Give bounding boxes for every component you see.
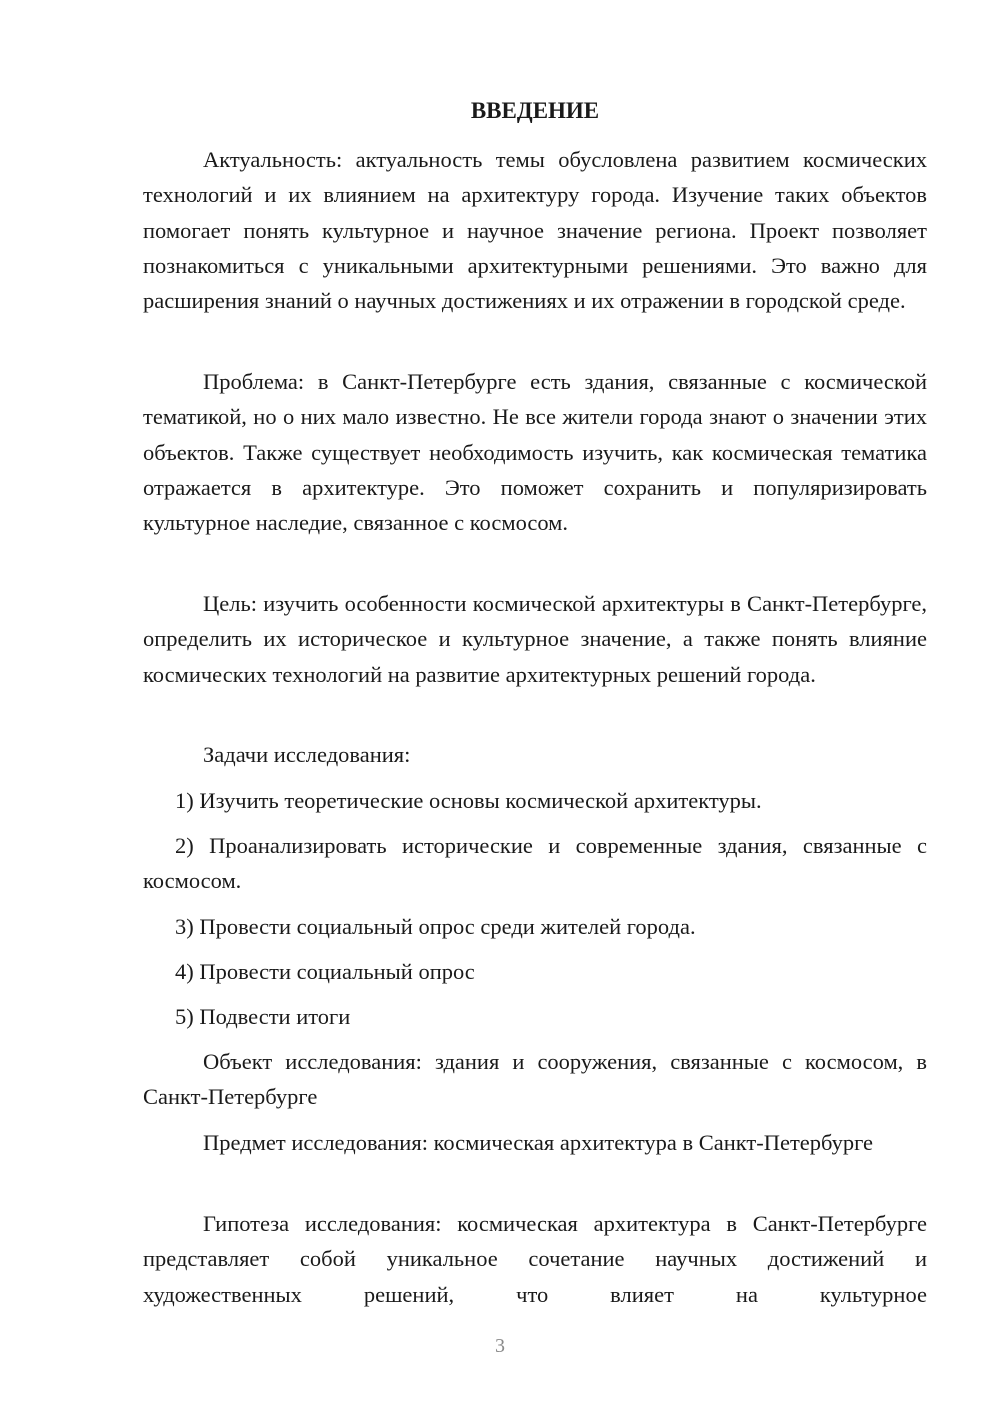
task-item-3: 3) Провести социальный опрос среди жителей города. [175,914,696,939]
paragraph-object: Объект исследования: здания и сооружения, связанные с космосом, в Санкт-Петербурге [143,1049,927,1110]
task-item-5: 5) Подвести итоги [175,1004,351,1029]
section-title: ВВЕДЕНИЕ [470,98,600,123]
task-item-1: 1) Изучить теоретические основы космической архитектуры. [175,788,762,813]
paragraph-subject: Предмет исследования: космическая архитектура в Санкт-Петербурге [203,1130,874,1155]
task-item-2: 2) Проанализировать исторические и современные здания, связанные с космосом. [143,833,927,894]
paragraph-goal: Цель: изучить особенности космической архитектуры в Санкт-Петербурге, определить их историческое и культурное значение, а также понять влияние космических технологий на развитие архитектурных решений города. [143,591,927,687]
paragraph-hypothesis: Гипотеза исследования: космическая архитектура в Санкт-Петербурге представляет собой уникальное сочетание научных достижений и художественных решений, что влияет на культурное [143,1211,927,1307]
page-number: 3 [495,1335,505,1357]
paragraph-relevance: Актуальность: актуальность темы обусловлена развитием космических технологий и их влиянием на архитектуру города. Изучение таких объектов помогает понять культурное и научное значение региона. Проект позволяет познакомиться с уникальными архитектурными решениями. Это важно для расширения знаний о научных достижениях и их отражении в городской среде. [143,147,927,314]
paragraph-tasks-heading: Задачи исследования: [203,742,411,767]
paragraph-problem: Проблема: в Санкт-Петербурге есть здания, связанные с космической тематикой, но о них мало известно. Не все жители города знают о значении этих объектов. Также существует необходимость изучить, как космическая тематика отражается в архитектуре. Это поможет сохранить и популяризировать культурное наследие, связанное с космосом. [143,369,927,536]
task-item-4: 4) Провести социальный опрос [175,959,475,984]
